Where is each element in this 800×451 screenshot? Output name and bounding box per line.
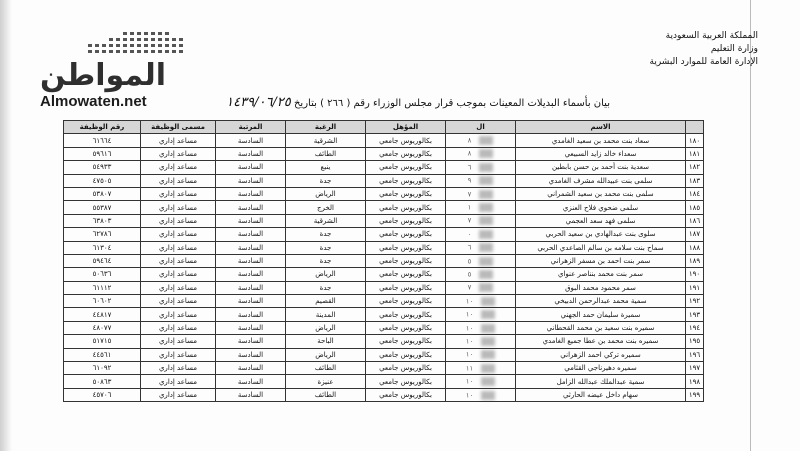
logo-dot bbox=[123, 44, 127, 47]
logo-dot bbox=[102, 44, 106, 47]
region: عنيزة bbox=[286, 375, 366, 388]
row-number: ١٩١ bbox=[686, 281, 704, 294]
job-title: مساعد إداري bbox=[141, 228, 216, 241]
qualification: بكالوريوس جامعي bbox=[366, 187, 446, 200]
department-label: الإدارة العامة للموارد البشرية bbox=[649, 57, 758, 67]
qualification: بكالوريوس جامعي bbox=[366, 321, 446, 334]
table-row bbox=[64, 321, 704, 334]
qualification: بكالوريوس جامعي bbox=[366, 134, 446, 147]
job-number: ٦١٦٦٤ bbox=[64, 134, 141, 147]
column-header: المؤهل bbox=[366, 121, 446, 134]
document-header bbox=[508, 30, 758, 69]
region: الشرقية bbox=[286, 134, 366, 147]
region: الباحة bbox=[286, 335, 366, 348]
redacted-id bbox=[479, 257, 493, 266]
job-number: ٥٠٦٣٦ bbox=[64, 268, 141, 281]
rank: السادسة bbox=[216, 321, 286, 334]
rank: السادسة bbox=[216, 174, 286, 187]
job-title: مساعد إداري bbox=[141, 147, 216, 160]
employee-name: سمية عبدالملك عبدالله الزامل bbox=[516, 375, 686, 388]
row-number: ١٩٩ bbox=[686, 388, 704, 401]
logo-word: المواطن bbox=[40, 58, 167, 93]
qualification: بكالوريوس جامعي bbox=[366, 335, 446, 348]
job-number: ٦٠٦٠٢ bbox=[64, 295, 141, 308]
logo-dot bbox=[88, 44, 92, 47]
job-number: ٥٩٦١٦ bbox=[64, 147, 141, 160]
id-cell: ١٠ bbox=[446, 321, 516, 334]
job-number: ٥٣٨٠٧ bbox=[64, 187, 141, 200]
job-number: ٤٥٧٠٦ bbox=[64, 388, 141, 401]
logo-dot bbox=[165, 38, 169, 41]
employee-name: سلمى فهد سعد العجمي bbox=[516, 214, 686, 227]
region: الرياض bbox=[286, 187, 366, 200]
rank: السادسة bbox=[216, 201, 286, 214]
table-row bbox=[64, 375, 704, 388]
redacted-id bbox=[479, 270, 493, 279]
table-row bbox=[64, 335, 704, 348]
id-cell: ١٠ bbox=[446, 388, 516, 401]
job-title: مساعد إداري bbox=[141, 214, 216, 227]
redacted-id bbox=[479, 163, 493, 172]
region: الرياض bbox=[286, 268, 366, 281]
row-number: ١٩٨ bbox=[686, 375, 704, 388]
logo-dot bbox=[95, 50, 99, 53]
table-row bbox=[64, 134, 704, 147]
qualification: بكالوريوس جامعي bbox=[366, 268, 446, 281]
id-cell: ٧ bbox=[446, 281, 516, 294]
redacted-id bbox=[481, 391, 495, 400]
logo-dot bbox=[88, 50, 92, 53]
row-number: ١٨٣ bbox=[686, 174, 704, 187]
job-title: مساعد إداري bbox=[141, 348, 216, 361]
column-header: المرتبة bbox=[216, 121, 286, 134]
employee-name: سعداء خالد زايد السبيعي bbox=[516, 147, 686, 160]
rank: السادسة bbox=[216, 295, 286, 308]
job-number: ٤٤٨١٧ bbox=[64, 308, 141, 321]
region: الشرقية bbox=[286, 214, 366, 227]
table-header-row bbox=[64, 121, 704, 134]
logo-dot bbox=[151, 32, 155, 35]
qualification: بكالوريوس جامعي bbox=[366, 161, 446, 174]
rank: السادسة bbox=[216, 161, 286, 174]
employee-name: سميره دهيرناجي القثامي bbox=[516, 362, 686, 375]
table-row bbox=[64, 388, 704, 401]
row-number: ١٨٦ bbox=[686, 214, 704, 227]
id-cell: ١٠ bbox=[446, 308, 516, 321]
rank: السادسة bbox=[216, 268, 286, 281]
logo-dot bbox=[179, 38, 183, 41]
job-number: ٦١١١٢ bbox=[64, 281, 141, 294]
id-cell: ٦ bbox=[446, 161, 516, 174]
table-row bbox=[64, 174, 704, 187]
logo-dot bbox=[165, 44, 169, 47]
logo-dot bbox=[137, 38, 141, 41]
redacted-id bbox=[479, 283, 493, 292]
rank: السادسة bbox=[216, 308, 286, 321]
employee-name: سعاد بنت محمد بن سعيد الغامدي bbox=[516, 134, 686, 147]
row-number: ١٩٣ bbox=[686, 308, 704, 321]
job-number: ٥١٧١٥ bbox=[64, 335, 141, 348]
job-title: مساعد إداري bbox=[141, 308, 216, 321]
id-cell: ١٠ bbox=[446, 375, 516, 388]
qualification: بكالوريوس جامعي bbox=[366, 214, 446, 227]
logo-dot bbox=[109, 50, 113, 53]
row-number: ١٩٠ bbox=[686, 268, 704, 281]
logo-dot bbox=[172, 38, 176, 41]
logo-dot bbox=[130, 44, 134, 47]
employee-name: سميره بنت محمد بن عطا جميع الغامدي bbox=[516, 335, 686, 348]
row-number: ١٨٥ bbox=[686, 201, 704, 214]
qualification: بكالوريوس جامعي bbox=[366, 308, 446, 321]
logo-dot bbox=[165, 32, 169, 35]
table-row bbox=[64, 147, 704, 160]
job-title: مساعد إداري bbox=[141, 161, 216, 174]
logo-dot bbox=[158, 38, 162, 41]
ministry-label: وزارة التعليم bbox=[710, 44, 758, 54]
qualification: بكالوريوس جامعي bbox=[366, 281, 446, 294]
table-row bbox=[64, 228, 704, 241]
table-row bbox=[64, 268, 704, 281]
employee-name: سميره تركي احمد الزهراني bbox=[516, 348, 686, 361]
employee-name: سلوى بنت عبدالهادي بن سعيد الحربي bbox=[516, 228, 686, 241]
table-row bbox=[64, 254, 704, 267]
row-number: ١٨١ bbox=[686, 147, 704, 160]
column-header: مسمى الوظيفة bbox=[141, 121, 216, 134]
employee-name: سعدية بنت أحمد بن حسن بابطين bbox=[516, 161, 686, 174]
logo-dot bbox=[144, 50, 148, 53]
table-row bbox=[64, 201, 704, 214]
employee-name: سمية محمد عبدالرحمن الدبيخي bbox=[516, 295, 686, 308]
table-body bbox=[64, 134, 704, 402]
table-row bbox=[64, 295, 704, 308]
row-number: ١٩٦ bbox=[686, 348, 704, 361]
id-cell: ٠ bbox=[446, 228, 516, 241]
qualification: بكالوريوس جامعي bbox=[366, 174, 446, 187]
row-number: ١٩٥ bbox=[686, 335, 704, 348]
job-title: مساعد إداري bbox=[141, 295, 216, 308]
redacted-id bbox=[479, 216, 493, 225]
logo-dot bbox=[109, 44, 113, 47]
qualification: بكالوريوس جامعي bbox=[366, 348, 446, 361]
rank: السادسة bbox=[216, 281, 286, 294]
region: الخرج bbox=[286, 201, 366, 214]
region: الطائف bbox=[286, 147, 366, 160]
redacted-id bbox=[479, 243, 493, 252]
table-row bbox=[64, 187, 704, 200]
row-number: ١٨٢ bbox=[686, 161, 704, 174]
id-cell: ٧ bbox=[446, 187, 516, 200]
job-title: مساعد إداري bbox=[141, 375, 216, 388]
rank: السادسة bbox=[216, 335, 286, 348]
logo-dot bbox=[130, 32, 134, 35]
redacted-id bbox=[481, 350, 495, 359]
job-title: مساعد إداري bbox=[141, 241, 216, 254]
redacted-id bbox=[481, 337, 495, 346]
region: القصيم bbox=[286, 295, 366, 308]
qualification: بكالوريوس جامعي bbox=[366, 201, 446, 214]
id-cell: ٨ bbox=[446, 147, 516, 160]
redacted-id bbox=[479, 149, 493, 158]
job-title: مساعد إداري bbox=[141, 321, 216, 334]
column-header: ال bbox=[446, 121, 516, 134]
column-header bbox=[686, 121, 704, 134]
job-number: ٦٣٨٠٣ bbox=[64, 214, 141, 227]
job-number: ٦٢٧٨٦ bbox=[64, 228, 141, 241]
region: المدينة bbox=[286, 308, 366, 321]
id-cell: ١١ bbox=[446, 362, 516, 375]
job-number: ٤٧٥٠٥ bbox=[64, 174, 141, 187]
logo-dot bbox=[144, 32, 148, 35]
id-cell: ٩ bbox=[446, 174, 516, 187]
qualification: بكالوريوس جامعي bbox=[366, 254, 446, 267]
table-row bbox=[64, 214, 704, 227]
job-title: مساعد إداري bbox=[141, 388, 216, 401]
employee-name: سلمى ضحوي فلاح العنزي bbox=[516, 201, 686, 214]
job-title: مساعد إداري bbox=[141, 187, 216, 200]
logo-url: Almowaten.net bbox=[40, 93, 147, 110]
logo-dot bbox=[116, 44, 120, 47]
employee-name: سمر محمود محمد البوق bbox=[516, 281, 686, 294]
region: الطائف bbox=[286, 362, 366, 375]
rank: السادسة bbox=[216, 187, 286, 200]
id-cell: ٥ bbox=[446, 254, 516, 267]
logo-dot bbox=[144, 44, 148, 47]
region: جدة bbox=[286, 174, 366, 187]
table-row bbox=[64, 281, 704, 294]
id-cell: ٧ bbox=[446, 214, 516, 227]
redacted-id bbox=[479, 190, 493, 199]
employee-name: سماح بنت سلامه بن سالم الصاعدي الحربي bbox=[516, 241, 686, 254]
employee-name: سلمى بنت عبيدالله مشرف الغامدي bbox=[516, 174, 686, 187]
qualification: بكالوريوس جامعي bbox=[366, 295, 446, 308]
column-header: الاسم bbox=[516, 121, 686, 134]
column-header: الرغبة bbox=[286, 121, 366, 134]
row-number: ١٨٠ bbox=[686, 134, 704, 147]
region: الرياض bbox=[286, 321, 366, 334]
job-title: مساعد إداري bbox=[141, 281, 216, 294]
redacted-id bbox=[481, 324, 495, 333]
logo-dot bbox=[179, 50, 183, 53]
employee-name: سمر بنت محمد بنناصر عنواي bbox=[516, 268, 686, 281]
redacted-id bbox=[479, 136, 493, 145]
row-number: ١٨٩ bbox=[686, 254, 704, 267]
employee-name: سمر بنت احمد بن مسفر الزهراني bbox=[516, 254, 686, 267]
redacted-id bbox=[479, 176, 493, 185]
job-title: مساعد إداري bbox=[141, 134, 216, 147]
rank: السادسة bbox=[216, 241, 286, 254]
region: جدة bbox=[286, 241, 366, 254]
redacted-id bbox=[481, 310, 495, 319]
table-row bbox=[64, 362, 704, 375]
rank: السادسة bbox=[216, 214, 286, 227]
employee-name: سميرة سليمان حمد الجهني bbox=[516, 308, 686, 321]
job-number: ٥٠٨٦٣ bbox=[64, 375, 141, 388]
logo-dot bbox=[151, 38, 155, 41]
rank: السادسة bbox=[216, 375, 286, 388]
rank: السادسة bbox=[216, 388, 286, 401]
id-cell: ٥ bbox=[446, 268, 516, 281]
table-row bbox=[64, 348, 704, 361]
redacted-id bbox=[479, 230, 493, 239]
qualification: بكالوريوس جامعي bbox=[366, 388, 446, 401]
region: جدة bbox=[286, 281, 366, 294]
id-cell: ١٠ bbox=[446, 295, 516, 308]
id-cell: ١٠ bbox=[446, 335, 516, 348]
logo-dot bbox=[137, 44, 141, 47]
job-title: مساعد إداري bbox=[141, 268, 216, 281]
logo-dot bbox=[116, 38, 120, 41]
logo-dot bbox=[137, 50, 141, 53]
region: جدة bbox=[286, 228, 366, 241]
column-header: رقم الوظيفة bbox=[64, 121, 141, 134]
job-number: ٦١٣٠٤ bbox=[64, 241, 141, 254]
id-cell: ٦ bbox=[446, 241, 516, 254]
appointees-table bbox=[63, 120, 704, 402]
rank: السادسة bbox=[216, 228, 286, 241]
employee-name: سلمى بنت محمد بن سعيد الشمراني bbox=[516, 187, 686, 200]
region: جدة bbox=[286, 254, 366, 267]
table-row bbox=[64, 241, 704, 254]
logo-dot bbox=[158, 44, 162, 47]
id-cell: ٨ bbox=[446, 134, 516, 147]
rank: السادسة bbox=[216, 348, 286, 361]
kingdom-label: المملكة العربية السعودية bbox=[665, 31, 758, 41]
row-number: ١٨٧ bbox=[686, 228, 704, 241]
logo-dot bbox=[151, 44, 155, 47]
job-title: مساعد إداري bbox=[141, 362, 216, 375]
decree-date: ١٤٣٩/٠٦/٢٥ bbox=[226, 95, 291, 110]
scan-edge-shadow bbox=[0, 0, 12, 451]
logo-dot bbox=[123, 50, 127, 53]
job-title: مساعد إداري bbox=[141, 335, 216, 348]
qualification: بكالوريوس جامعي bbox=[366, 362, 446, 375]
logo-dot bbox=[158, 32, 162, 35]
logo-dot bbox=[172, 50, 176, 53]
rank: السادسة bbox=[216, 362, 286, 375]
logo-dot bbox=[144, 38, 148, 41]
redacted-id bbox=[481, 297, 495, 306]
job-number: ٦١٠٩٢ bbox=[64, 362, 141, 375]
qualification: بكالوريوس جامعي bbox=[366, 228, 446, 241]
qualification: بكالوريوس جامعي bbox=[366, 147, 446, 160]
qualification: بكالوريوس جامعي bbox=[366, 241, 446, 254]
rank: السادسة bbox=[216, 254, 286, 267]
row-number: ١٩٧ bbox=[686, 362, 704, 375]
redacted-id bbox=[481, 377, 495, 386]
logo-dot bbox=[95, 44, 99, 47]
logo-dot bbox=[172, 44, 176, 47]
region: الطائف bbox=[286, 388, 366, 401]
job-number: ٥٤٩٣٣ bbox=[64, 161, 141, 174]
logo-dot bbox=[165, 50, 169, 53]
document-title bbox=[222, 95, 610, 110]
table-row bbox=[64, 161, 704, 174]
rank: السادسة bbox=[216, 147, 286, 160]
logo-dot bbox=[179, 44, 183, 47]
id-cell: ١٠ bbox=[446, 348, 516, 361]
row-number: ١٩٢ bbox=[686, 295, 704, 308]
logo-dot bbox=[130, 38, 134, 41]
job-title: مساعد إداري bbox=[141, 201, 216, 214]
region: ينبع bbox=[286, 161, 366, 174]
id-cell: ١ bbox=[446, 201, 516, 214]
logo-dot bbox=[123, 38, 127, 41]
logo-dot bbox=[102, 50, 106, 53]
job-title: مساعد إداري bbox=[141, 174, 216, 187]
logo-dot bbox=[123, 32, 127, 35]
job-number: ٥٥٣٨٧ bbox=[64, 201, 141, 214]
logo-dot bbox=[130, 50, 134, 53]
logo-dot bbox=[158, 50, 162, 53]
employee-name: سميره بنت سعيد بن محمد القحطاني bbox=[516, 321, 686, 334]
rank: السادسة bbox=[216, 134, 286, 147]
logo-dot bbox=[137, 32, 141, 35]
redacted-id bbox=[479, 203, 493, 212]
logo-dot bbox=[151, 50, 155, 53]
employee-name: سهام داخل عيضه الحارثي bbox=[516, 388, 686, 401]
job-title: مساعد إداري bbox=[141, 254, 216, 267]
row-number: ١٨٤ bbox=[686, 187, 704, 200]
redacted-id bbox=[481, 364, 495, 373]
qualification: بكالوريوس جامعي bbox=[366, 375, 446, 388]
job-number: ٤٤٥٦١ bbox=[64, 348, 141, 361]
logo-dot bbox=[116, 50, 120, 53]
row-number: ١٩٤ bbox=[686, 321, 704, 334]
title-text: بيان بأسماء البديلات المعينات بموجب قرار مجلس الوزراء رقم ( ٢٦٦ ) بتاريخ bbox=[293, 98, 610, 109]
row-number: ١٨٨ bbox=[686, 241, 704, 254]
logo-dot bbox=[109, 38, 113, 41]
job-number: ٥٩٤٦٤ bbox=[64, 254, 141, 267]
almowaten-logo bbox=[28, 30, 203, 110]
job-number: ٤٨٠٧٧ bbox=[64, 321, 141, 334]
table-row bbox=[64, 308, 704, 321]
region: الرياض bbox=[286, 348, 366, 361]
